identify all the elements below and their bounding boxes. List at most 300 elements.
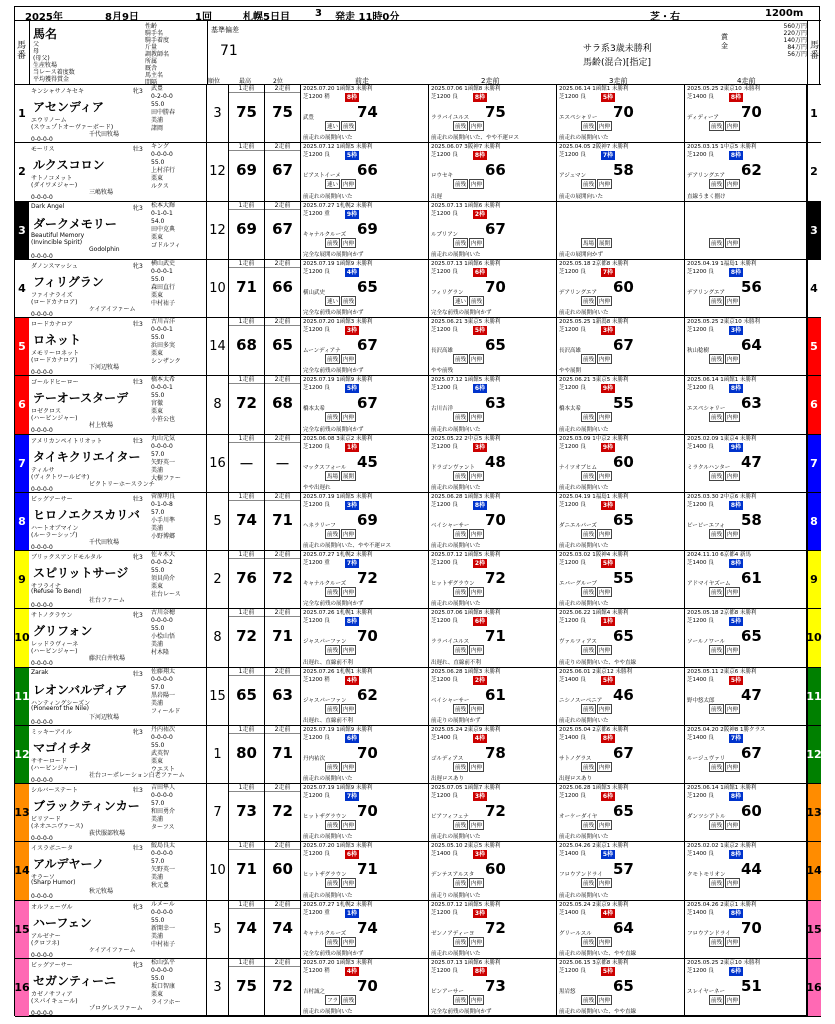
tag: 内伸 <box>597 587 612 597</box>
jockey: 横山武史 <box>151 259 176 267</box>
dam: レッドラヴィーネ <box>31 641 79 649</box>
race-jockey: ゼンノアディーヨ <box>431 930 475 937</box>
race-jockey: アジュマン <box>559 173 587 180</box>
race-note: 前走れの展開向いた、やや不運ロス <box>303 543 392 549</box>
stable-location: 栗東 <box>151 233 164 241</box>
jockey: 松山弘平 <box>151 958 176 966</box>
race-index: 61 <box>741 569 762 587</box>
damsire: (Refuse To Bend) <box>31 588 82 595</box>
rank: 5 <box>207 493 229 550</box>
past-race <box>685 784 807 841</box>
race-date: 2025.07.19 1函館5 未勝利 <box>303 493 373 500</box>
past-race <box>429 784 557 841</box>
race-date: 8月9日 <box>105 12 139 23</box>
race-surface: 芝1200 良 <box>431 210 458 217</box>
owner: 諸岡 <box>151 125 164 132</box>
past-race <box>557 260 685 317</box>
race-header <box>15 7 821 21</box>
best-index-cell <box>229 842 265 899</box>
race-tags <box>325 412 357 422</box>
race-tags <box>453 238 485 248</box>
race-tags <box>453 121 485 131</box>
jockey-record: 0-0-0-0 <box>151 675 173 683</box>
race-tags <box>453 296 485 306</box>
race-index: 70 <box>357 627 378 646</box>
race-jockey: フィリグラン <box>431 289 464 296</box>
past-race <box>557 784 685 841</box>
past-race <box>301 143 429 200</box>
race-surface: 芝1400 良 <box>687 676 714 683</box>
tag: 前残 <box>453 645 468 655</box>
owner: ライフホー <box>151 998 181 1006</box>
race-tags <box>709 762 741 772</box>
tag: 速い <box>325 121 340 131</box>
race-jockey: フロウアンドライ <box>559 872 603 879</box>
race-surface: 芝1200 良 <box>559 618 586 625</box>
tag: 内伸 <box>597 179 612 189</box>
race-index: 70 <box>357 743 378 762</box>
jockey-block <box>151 318 207 375</box>
horse-name: グリフォン <box>33 624 93 639</box>
tag: 前残 <box>453 587 468 597</box>
past-race <box>429 318 557 375</box>
tag: 前残 <box>581 995 596 1005</box>
horse-number-right: 14 <box>806 864 822 878</box>
second-index-cell <box>265 318 301 375</box>
horse-info <box>29 143 207 200</box>
legend-item: 所属 <box>145 58 158 65</box>
tag: 前残 <box>325 762 340 772</box>
past-race <box>557 668 685 725</box>
horse-number: 5 <box>18 340 26 354</box>
weight: 57.0 <box>151 858 165 866</box>
race-surface: 芝1200 良 <box>687 268 714 275</box>
past-race <box>557 959 685 1016</box>
race-record: 0-0-0-0 <box>31 252 53 260</box>
tag: 内伸 <box>725 296 740 306</box>
race-index: 55 <box>613 394 634 413</box>
race-jockey: ルージュヴァリ <box>687 755 726 762</box>
tag: 内伸 <box>341 179 356 189</box>
race-index: 75 <box>485 103 506 121</box>
rank: 5 <box>207 901 229 958</box>
tag: 前残 <box>453 354 468 364</box>
race-date: 2025.07.06 1函館8 未勝利 <box>431 610 501 617</box>
gate-badge: 8枠 <box>346 618 358 626</box>
trainer: 小桧山悟 <box>151 633 176 641</box>
past-race <box>429 143 557 200</box>
sire: キンシャサノキセキ <box>31 88 85 95</box>
second-label: 2走前 <box>265 784 300 792</box>
horse-name: ヒロノエクスカリバ <box>33 507 140 522</box>
best-label: 1走前 <box>229 609 264 617</box>
horse-row <box>15 143 821 201</box>
gate-badge: 3枠 <box>730 327 742 334</box>
jockey-record: 0-0-0-0 <box>151 850 173 858</box>
tag: 前残 <box>581 762 596 772</box>
race-surface: 芝1200 良 <box>559 793 586 799</box>
gate-badge: 1枠 <box>346 443 358 451</box>
second-index-cell <box>265 202 301 259</box>
jockey: 古川奈穂 <box>151 609 176 617</box>
race-kai: 1回 <box>195 12 212 23</box>
second-index-cell <box>265 784 301 841</box>
rank: 15 <box>207 668 229 725</box>
tag: 前残 <box>453 412 468 422</box>
race-surface: 芝1400 良 <box>559 734 586 741</box>
farm: 村上牧場 <box>89 422 114 430</box>
tag: 前残 <box>325 704 340 714</box>
race-date: 2025.02.02 1東京2 未勝利 <box>687 843 757 850</box>
col-2: 2走前 <box>481 77 500 85</box>
second-index: 63 <box>272 685 293 704</box>
second-label: 2走前 <box>265 376 300 384</box>
tag: 前残 <box>709 471 724 481</box>
sire: サトノクラウン <box>31 612 73 620</box>
race-tags <box>325 995 357 1005</box>
gate-badge: 7枠 <box>346 793 358 800</box>
horse-number-right: 3 <box>810 223 818 237</box>
rank: 12 <box>207 143 229 200</box>
gate-badge: 3枠 <box>474 851 486 859</box>
race-note: 前走れの展開向いた <box>303 776 353 782</box>
gate-badge: 9枠 <box>730 443 742 451</box>
second-index-cell <box>265 668 301 725</box>
farm: 下河辺牧場 <box>89 713 120 721</box>
owner: 小野博郷 <box>151 532 176 540</box>
horse-name: ハーフェン <box>33 915 92 930</box>
race-tags <box>581 179 613 189</box>
horse-info <box>29 959 207 1016</box>
race-surface: 芝1200 良 <box>303 327 330 333</box>
tag: 馬場 <box>325 471 340 481</box>
race-index: 70 <box>741 103 762 121</box>
second-index-cell <box>265 609 301 666</box>
race-index: 65 <box>613 976 634 995</box>
race-jockey: ヒットザグラウン <box>303 814 347 820</box>
horse-name: ダークメモリー <box>33 216 117 231</box>
tag: 内伸 <box>341 412 356 422</box>
tag: 内伸 <box>341 354 356 364</box>
second-index: 74 <box>272 918 293 937</box>
past-race <box>301 784 429 841</box>
damsire: (ロードカナロア) <box>31 357 78 364</box>
race-jockey: ロウセキ <box>431 173 454 180</box>
gate-badge: 9枠 <box>602 443 614 451</box>
jockey-record: 0-0-0-1 <box>151 384 173 392</box>
gate-badge: 5枠 <box>602 560 614 567</box>
race-surface: 芝1200 良 <box>559 443 586 450</box>
race-date: 2025.07.20 1函館3 未勝利 <box>303 843 373 850</box>
second-label: 2走前 <box>265 901 300 909</box>
sire: ゴールドヒーロー <box>31 379 79 387</box>
tag: 前残 <box>453 704 468 714</box>
best-index: 65 <box>236 685 257 704</box>
prize-amount: 84万円 <box>787 44 807 51</box>
jockey-record: 0-0-0-1 <box>151 267 173 275</box>
jockey-block <box>151 85 207 142</box>
farm: 社台ファーム <box>89 597 125 604</box>
tag: 内伸 <box>597 762 612 772</box>
race-surface: 芝1200 良 <box>687 793 714 799</box>
gate-badge: 3枠 <box>602 327 614 334</box>
tag: 内伸 <box>725 878 740 888</box>
horse-name: タイキクリエイター <box>33 449 141 464</box>
race-tags <box>581 762 613 772</box>
second-index: 71 <box>272 510 293 529</box>
legend-item: 父 <box>33 41 40 48</box>
race-jockey: ピンアーサー <box>431 988 464 995</box>
race-date: 2025.03.30 2中京6 未勝利 <box>687 493 757 500</box>
race-date: 2025.05.25 2東京10 未勝利 <box>687 319 760 325</box>
race-jockey: ヴァルツィアス <box>559 639 597 646</box>
best-index-cell <box>229 493 265 550</box>
race-jockey: ニシノスーベニア <box>559 697 603 704</box>
race-jockey: 橋本太希 <box>559 406 582 413</box>
past-race <box>685 260 807 317</box>
tag: 前残 <box>341 995 356 1005</box>
race-jockey: 長沢高雄 <box>559 348 582 354</box>
farm: 藤沢白井牧場 <box>89 655 126 663</box>
race-note: 前走の展開向いた <box>559 193 604 200</box>
farm: ケイアイファーム <box>89 305 136 313</box>
best-index-cell <box>229 726 265 783</box>
trainer: 和田勇介 <box>151 808 176 815</box>
jockey-record: 0-0-0-0 <box>151 966 173 974</box>
race-surface: 芝1200 良 <box>431 793 458 799</box>
sire: アメリカンペイトリオット <box>31 437 103 445</box>
past-race <box>685 609 807 666</box>
sex-age: 牝3 <box>133 554 143 561</box>
second-index-cell <box>265 85 301 142</box>
tag: 前残 <box>581 354 596 364</box>
race-condition: 馬齢(混合)[指定] <box>583 58 652 68</box>
best-index: 75 <box>236 976 257 995</box>
race-tags <box>453 704 485 714</box>
jockey-block <box>151 959 207 1016</box>
jockey: 菅原明良 <box>151 492 176 500</box>
race-date: 2025.07.19 1函館9 未勝利 <box>303 726 373 733</box>
horse-number-right: 5 <box>810 340 818 354</box>
sire: シルバーステート <box>31 787 79 794</box>
second-index: 72 <box>272 802 293 820</box>
sire: ビッグアーサー <box>31 495 73 503</box>
gate-badge: 5枠 <box>346 385 358 393</box>
second-index-cell <box>265 959 301 1016</box>
race-date: 2025.05.11 2東京6 未勝利 <box>687 668 757 675</box>
race-year: 2025年 <box>25 12 63 23</box>
tag: 内伸 <box>725 238 740 248</box>
race-record: 0-0-0-0 <box>31 427 53 435</box>
race-index: 65 <box>485 336 506 354</box>
race-surface: 芝1200 良 <box>687 618 714 625</box>
gate-badge: 7枠 <box>730 734 742 742</box>
jockey-block <box>151 842 207 899</box>
tag: 内伸 <box>469 179 484 189</box>
jockey: 武豊 <box>151 85 164 92</box>
gate-badge: 8枠 <box>474 501 486 509</box>
race-index: 65 <box>741 627 762 646</box>
jockey-block <box>151 551 207 608</box>
rank: 12 <box>207 202 229 259</box>
race-tags <box>581 820 613 830</box>
best-index: 74 <box>236 510 257 529</box>
jockey-block <box>151 376 207 433</box>
stable-location: 美浦 <box>151 117 164 124</box>
gate-badge: 4枠 <box>346 967 358 975</box>
past-race <box>301 959 429 1016</box>
gate-badge: 6枠 <box>474 618 486 626</box>
second-index: 72 <box>272 976 293 995</box>
race-tags <box>325 529 357 539</box>
base-value: 71 <box>220 43 238 59</box>
best-label: 1走前 <box>229 959 264 967</box>
race-index: 61 <box>485 685 506 704</box>
race-index: 55 <box>613 569 634 587</box>
second-label: 2走前 <box>265 493 300 501</box>
weight: 57.0 <box>151 450 165 458</box>
race-venue: 札幌5日目 <box>243 12 290 23</box>
base-label: 基準偏差 <box>211 26 239 34</box>
damsire: (ハービンジャー) <box>31 764 78 772</box>
race-tags <box>453 354 485 364</box>
past-race <box>685 376 807 433</box>
sex-age: 牡3 <box>133 321 143 328</box>
gate-badge: 6枠 <box>474 385 486 393</box>
legend-left <box>33 41 75 83</box>
race-note: 前走れの展開向いた <box>559 484 609 491</box>
race-class: サラ系3歳未勝利 <box>583 44 652 54</box>
gate-badge: 4枠 <box>346 268 358 276</box>
gate-badge: 3枠 <box>474 793 486 800</box>
best-index-cell <box>229 609 265 666</box>
jockey-record: 0-2-0-0 <box>151 93 173 100</box>
jockey-record: 0-0-0-0 <box>151 733 173 741</box>
jockey-record: 0-0-0-0 <box>151 151 173 159</box>
gate-badge: 3枠 <box>474 909 486 917</box>
second-label: 2走前 <box>265 959 300 967</box>
horse-info <box>29 784 207 841</box>
sire: イスラボニータ <box>31 845 73 853</box>
weight: 55.0 <box>151 392 165 400</box>
sire: ダノンスマッシュ <box>31 262 78 270</box>
race-index: 74 <box>357 103 378 121</box>
race-tags <box>325 878 357 888</box>
col-prev: 前走 <box>355 77 369 85</box>
jockey-block <box>151 726 207 783</box>
horse-name: マゴイチタ <box>33 740 93 755</box>
best-index: 73 <box>236 802 257 820</box>
race-date: 2025.07.12 1函館5 未勝利 <box>431 552 501 558</box>
race-index: 46 <box>613 685 634 704</box>
horse-number-right: 13 <box>806 806 822 820</box>
race-note: 前走れの展開向いた <box>303 193 353 200</box>
tag: 内伸 <box>469 937 484 947</box>
past-race <box>685 959 807 1016</box>
race-jockey: キャナルクルーズ <box>303 930 347 937</box>
race-record: 0-0-0-0 <box>31 369 53 376</box>
second-label: 2走前 <box>265 668 300 676</box>
race-surface: 芝1400 良 <box>559 851 586 858</box>
race-index: 67 <box>741 743 762 762</box>
tag: 前残 <box>709 878 724 888</box>
best-index: － <box>238 454 254 473</box>
legend-item: 生産牧場 <box>33 62 58 69</box>
tag: 内伸 <box>597 412 612 422</box>
gate-badge: 8枠 <box>474 94 486 101</box>
horse-row <box>15 202 821 260</box>
damsire: (ロードカナロア) <box>31 298 78 306</box>
race-note: 前走れの展開向いた <box>303 1009 353 1015</box>
tag: 内伸 <box>725 762 740 772</box>
gate-badge: 8枠 <box>730 909 742 917</box>
race-note: 出遅れ、直線前不利 <box>431 659 481 666</box>
best-index-cell <box>229 318 265 375</box>
tag: 内伸 <box>469 645 484 655</box>
race-note: 前走れの展開向いた <box>559 310 609 316</box>
horse-info <box>29 435 207 492</box>
race-tags <box>325 704 357 714</box>
race-jockey: キャナルクルーズ <box>303 581 347 587</box>
weight: 55.0 <box>151 974 165 982</box>
horse-row <box>15 784 821 842</box>
best-label: 1走前 <box>229 318 264 326</box>
tag: 馬場 <box>581 238 596 248</box>
tag: 前残 <box>581 704 596 714</box>
sire: ビッグアーサー <box>31 961 73 969</box>
horse-number-right: 8 <box>810 514 818 528</box>
best-label: 1走前 <box>229 260 264 268</box>
trainer: 森田直行 <box>151 283 176 291</box>
race-surface: 芝1200 良 <box>303 501 330 508</box>
race-jockey: キャナルクルーズ <box>303 231 347 238</box>
tag: 内伸 <box>597 995 612 1005</box>
horse-info <box>29 318 207 375</box>
past-race <box>685 726 807 783</box>
second-index: 66 <box>272 277 293 296</box>
race-date: 2025.07.13 1函館6 未勝利 <box>431 260 501 267</box>
farm: 下河辺牧場 <box>89 364 120 371</box>
race-date: 2025.05.24 2東京9 未勝利 <box>559 901 629 908</box>
stable-location: 美浦 <box>151 816 164 823</box>
second-index: 65 <box>272 336 293 354</box>
stable-location: 美浦 <box>151 641 164 649</box>
race-jockey: ナイツオブヒム <box>559 464 597 471</box>
race-surface: 芝1400 良 <box>687 94 714 100</box>
race-jockey: 橋本太希 <box>303 406 326 413</box>
race-note: 前走れの展開向いた <box>559 426 609 433</box>
tag: 前残 <box>325 820 340 830</box>
stable-location: 美浦 <box>151 874 164 882</box>
race-date: 2025.05.24 2東京9 未勝利 <box>431 726 501 733</box>
gate-badge: 2枠 <box>474 210 486 218</box>
race-number: 3 <box>315 8 322 19</box>
race-note: 前走れの展開向いた <box>559 834 609 841</box>
best-index: 74 <box>236 918 257 937</box>
best-label: 1走前 <box>229 668 264 676</box>
race-jockey: ピービーエフォ <box>687 522 725 529</box>
legend-item: 当レース着度数 <box>33 69 75 76</box>
tag: 内伸 <box>469 820 484 830</box>
best-index: 76 <box>236 569 257 587</box>
gate-badge: 5枠 <box>730 618 742 626</box>
past-race <box>429 202 557 259</box>
horse-name: アセンディア <box>33 100 104 114</box>
tag: 前残 <box>581 937 596 947</box>
weight: 55.0 <box>151 625 165 633</box>
race-index: 72 <box>485 802 506 820</box>
race-index: 70 <box>357 976 378 995</box>
